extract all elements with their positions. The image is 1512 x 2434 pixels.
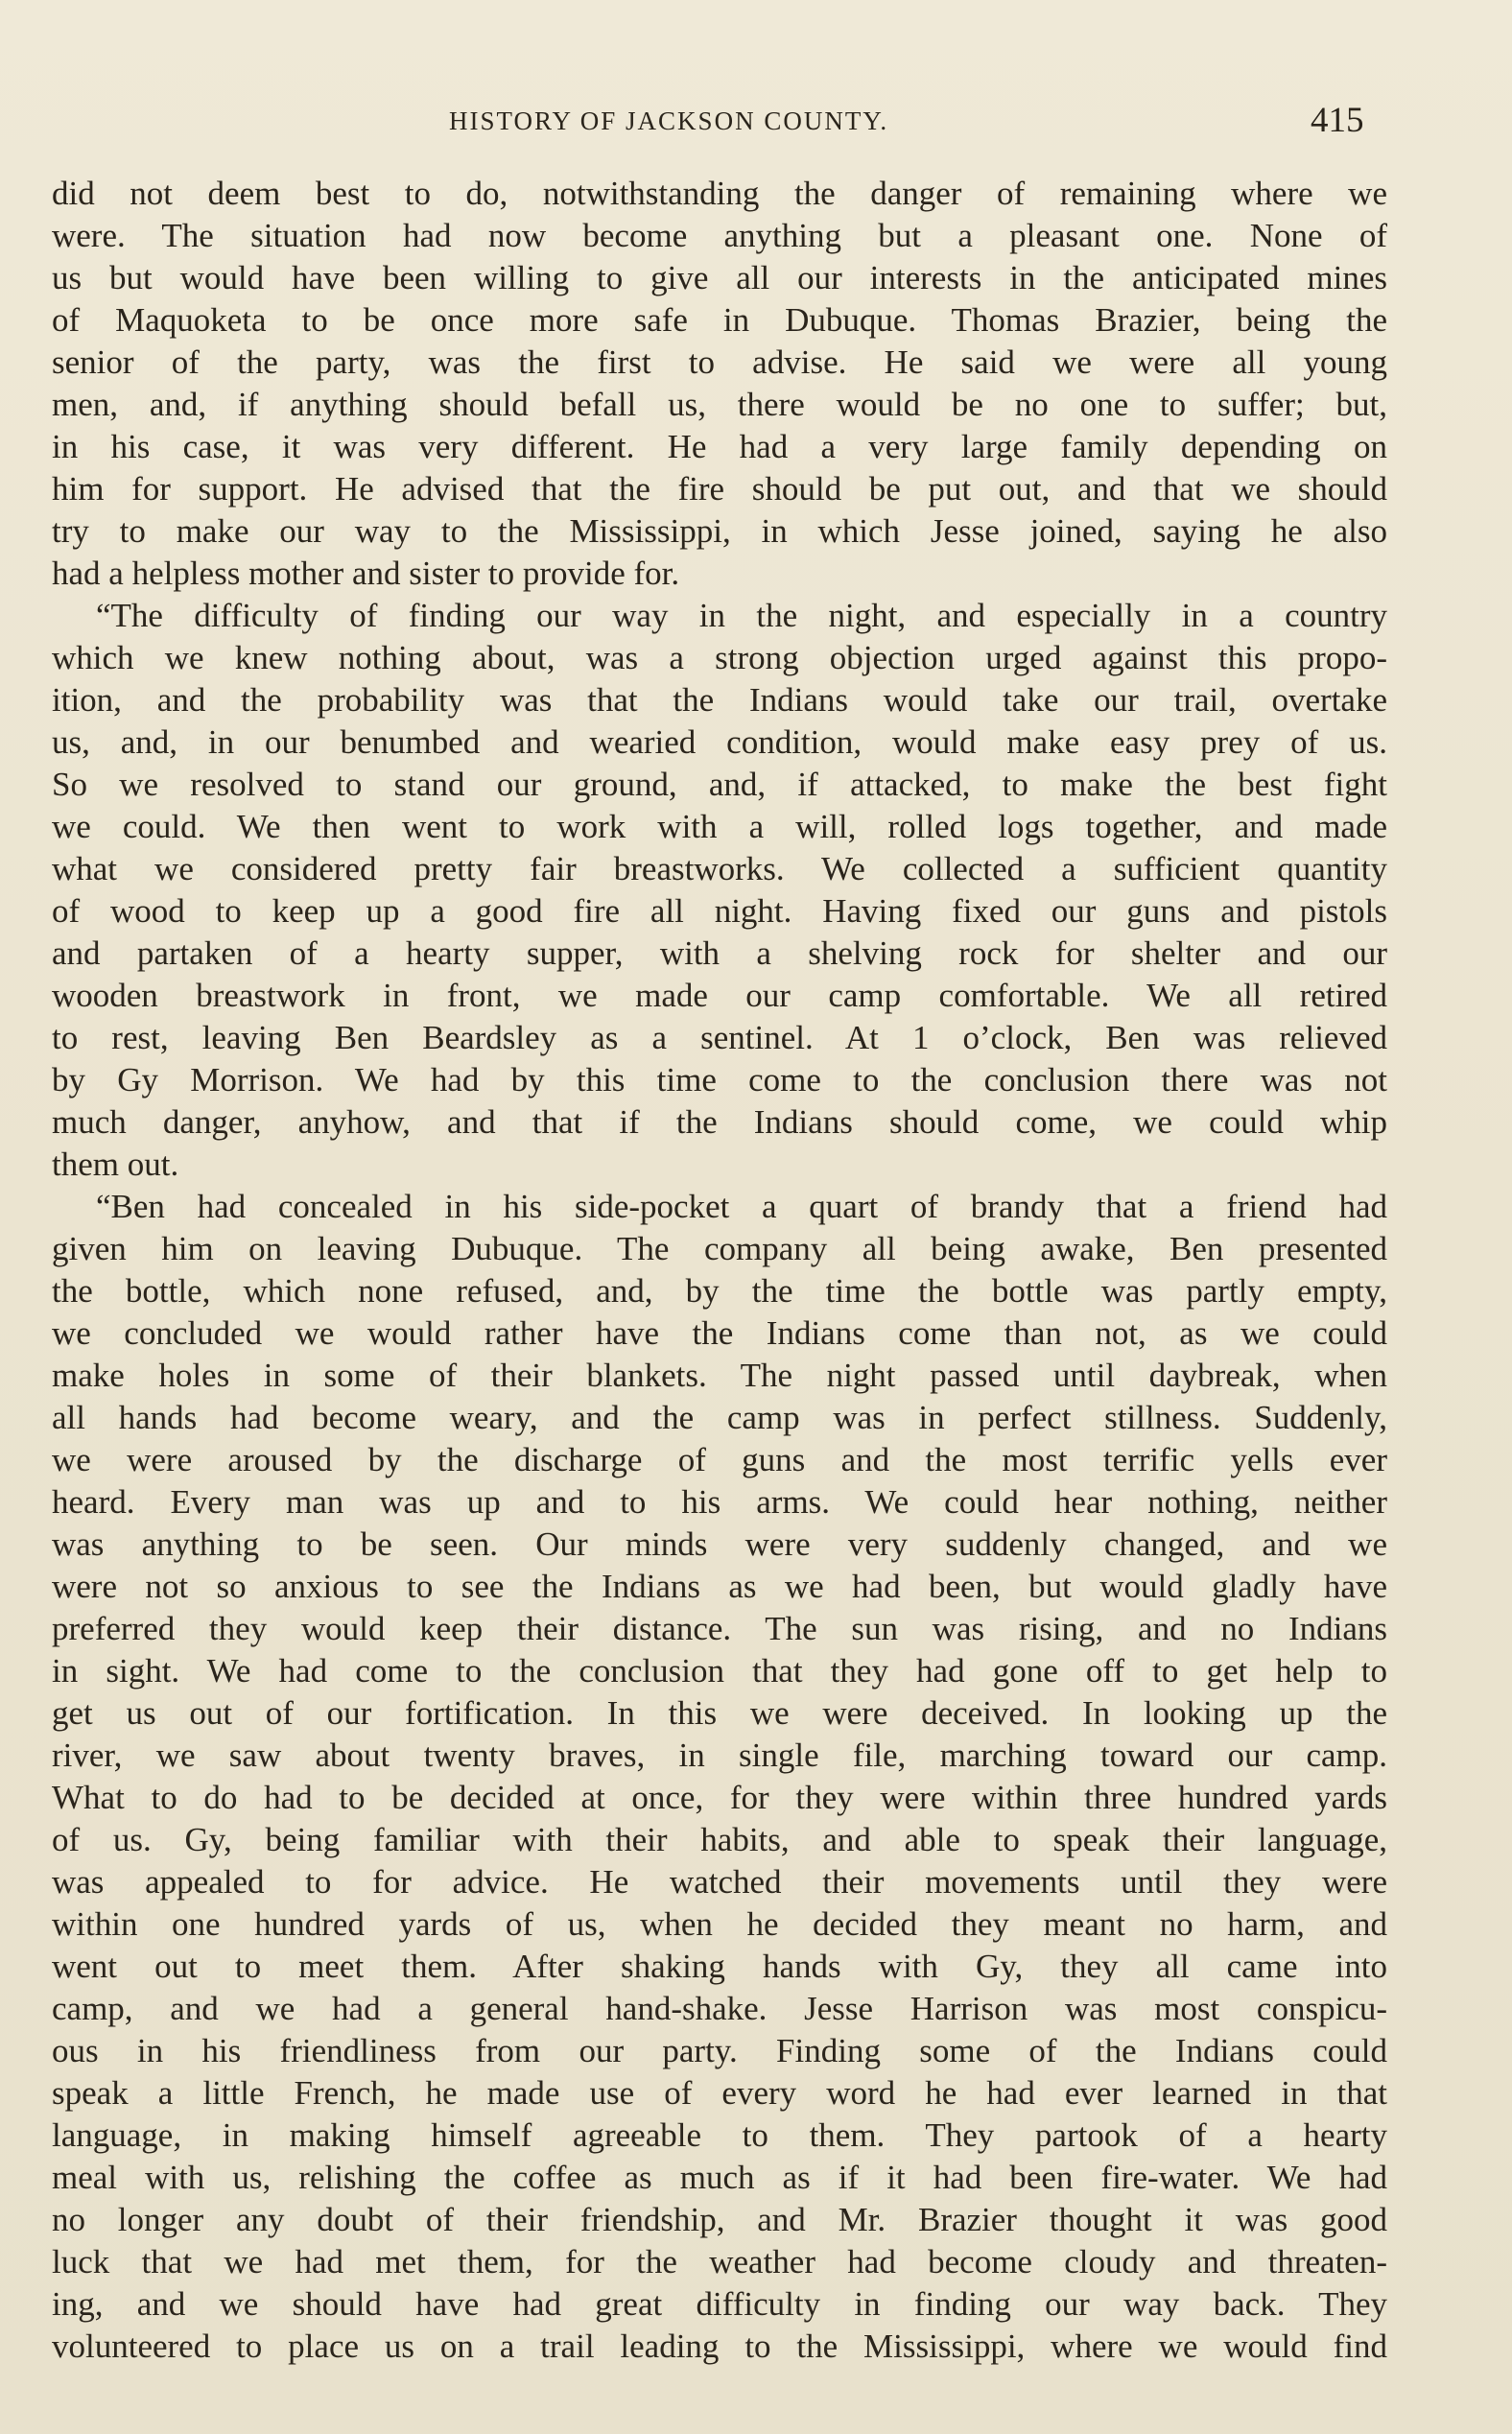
text-line: volunteered to place us on a trail leading to the Mississippi, where we would find (52, 2328, 1387, 2365)
text-line: So we resolved to stand our ground, and, if attacked, to make the best fight (52, 766, 1387, 803)
text-line: luck that we had met them, for the weather had become cloudy and threaten- (52, 2243, 1387, 2280)
text-line: which we knew nothing about, was a strong objection urged against this propo- (52, 639, 1387, 676)
text-line: ition, and the probability was that the Indians would take our trail, overtake (52, 681, 1387, 719)
text-line: in his case, it was very different. He had a very large family depending on (52, 428, 1387, 465)
page-header (0, 94, 1512, 148)
text-line: preferred they would keep their distance. The sun was rising, and no Indians (52, 1610, 1387, 1647)
text-line: did not deem best to do, notwithstanding the danger of remaining where we (52, 175, 1387, 212)
text-line: us, and, in our benumbed and wearied condition, would make easy prey of us. (52, 723, 1387, 761)
text-line: camp, and we had a general hand-shake. Jesse Harrison was most conspicu- (52, 1990, 1387, 2027)
text-line: of us. Gy, being familiar with their habits, and able to speak their language, (52, 1821, 1387, 1858)
body-text (52, 173, 1387, 2368)
text-line: were. The situation had now become anything but a pleasant one. None of (52, 217, 1387, 254)
text-line: try to make our way to the Mississippi, in which Jesse joined, saying he also (52, 512, 1387, 550)
text-line: “The difficulty of finding our way in the night, and especially in a country (96, 597, 1387, 634)
text-line: we were aroused by the discharge of guns and the most terrific yells ever (52, 1441, 1387, 1478)
text-line: them out. (52, 1146, 179, 1183)
text-line: to rest, leaving Ben Beardsley as a sentinel. At 1 o’clock, Ben was relieved (52, 1019, 1387, 1056)
text-line: within one hundred yards of us, when he decided they meant no harm, and (52, 1905, 1387, 1943)
text-line: and partaken of a hearty supper, with a shelving rock for shelter and our (52, 934, 1387, 972)
text-line: make holes in some of their blankets. The night passed until daybreak, when (52, 1357, 1387, 1394)
text-line: us but would have been willing to give all our interests in the anticipated mines (52, 259, 1387, 296)
text-line: language, in making himself agreeable to them. They partook of a hearty (52, 2116, 1387, 2154)
text-line: we concluded we would rather have the Indians come than not, as we could (52, 1314, 1387, 1352)
text-line: much danger, anyhow, and that if the Indians should come, we could whip (52, 1103, 1387, 1141)
text-line: What to do had to be decided at once, for they were within three hundred yards (52, 1779, 1387, 1816)
text-line: senior of the party, was the first to advise. He said we were all young (52, 343, 1387, 381)
text-line: him for support. He advised that the fire should be put out, and that we should (52, 470, 1387, 508)
text-line: river, we saw about twenty braves, in single file, marching toward our camp. (52, 1737, 1387, 1774)
text-line: heard. Every man was up and to his arms. We could hear nothing, neither (52, 1483, 1387, 1521)
text-line: of Maquoketa to be once more safe in Dubuque. Thomas Brazier, being the (52, 301, 1387, 339)
text-line: ous in his friendliness from our party. Finding some of the Indians could (52, 2032, 1387, 2069)
text-line: ing, and we should have had great difficulty in finding our way back. They (52, 2285, 1387, 2323)
text-line: of wood to keep up a good fire all night. Having fixed our guns and pistols (52, 892, 1387, 930)
text-line: in sight. We had come to the conclusion that they had gone off to get help to (52, 1652, 1387, 1690)
text-line: meal with us, relishing the coffee as much as if it had been fire-water. We had (52, 2159, 1387, 2196)
text-line: was anything to be seen. Our minds were very suddenly changed, and we (52, 1525, 1387, 1563)
text-line: what we considered pretty fair breastworks. We collected a sufficient quantity (52, 850, 1387, 887)
text-line: speak a little French, he made use of every word he had ever learned in that (52, 2074, 1387, 2112)
text-line: “Ben had concealed in his side-pocket a quart of brandy that a friend had (96, 1188, 1387, 1225)
text-line: men, and, if anything should befall us, there would be no one to suffer; but, (52, 386, 1387, 423)
text-line: we could. We then went to work with a will, rolled logs together, and made (52, 808, 1387, 845)
text-line: all hands had become weary, and the camp was in perfect stillness. Suddenly, (52, 1399, 1387, 1436)
text-line: were not so anxious to see the Indians as we had been, but would gladly have (52, 1568, 1387, 1605)
text-line: went out to meet them. After shaking hands with Gy, they all came into (52, 1948, 1387, 1985)
text-line: had a helpless mother and sister to provide for. (52, 555, 680, 592)
text-line: wooden breastwork in front, we made our camp comfortable. We all retired (52, 977, 1387, 1014)
text-line: no longer any doubt of their friendship, and Mr. Brazier thought it was good (52, 2201, 1387, 2238)
page-number: 415 (1311, 101, 1364, 140)
text-line: given him on leaving Dubuque. The company all being awake, Ben presented (52, 1230, 1387, 1267)
text-line: by Gy Morrison. We had by this time come to the conclusion there was not (52, 1061, 1387, 1099)
text-line: the bottle, which none refused, and, by the time the bottle was partly empty, (52, 1272, 1387, 1310)
text-line: was appealed to for advice. He watched their movements until they were (52, 1863, 1387, 1901)
running-head: HISTORY OF JACKSON COUNTY. (449, 106, 889, 135)
text-line: get us out of our fortification. In this we were deceived. In looking up the (52, 1694, 1387, 1732)
